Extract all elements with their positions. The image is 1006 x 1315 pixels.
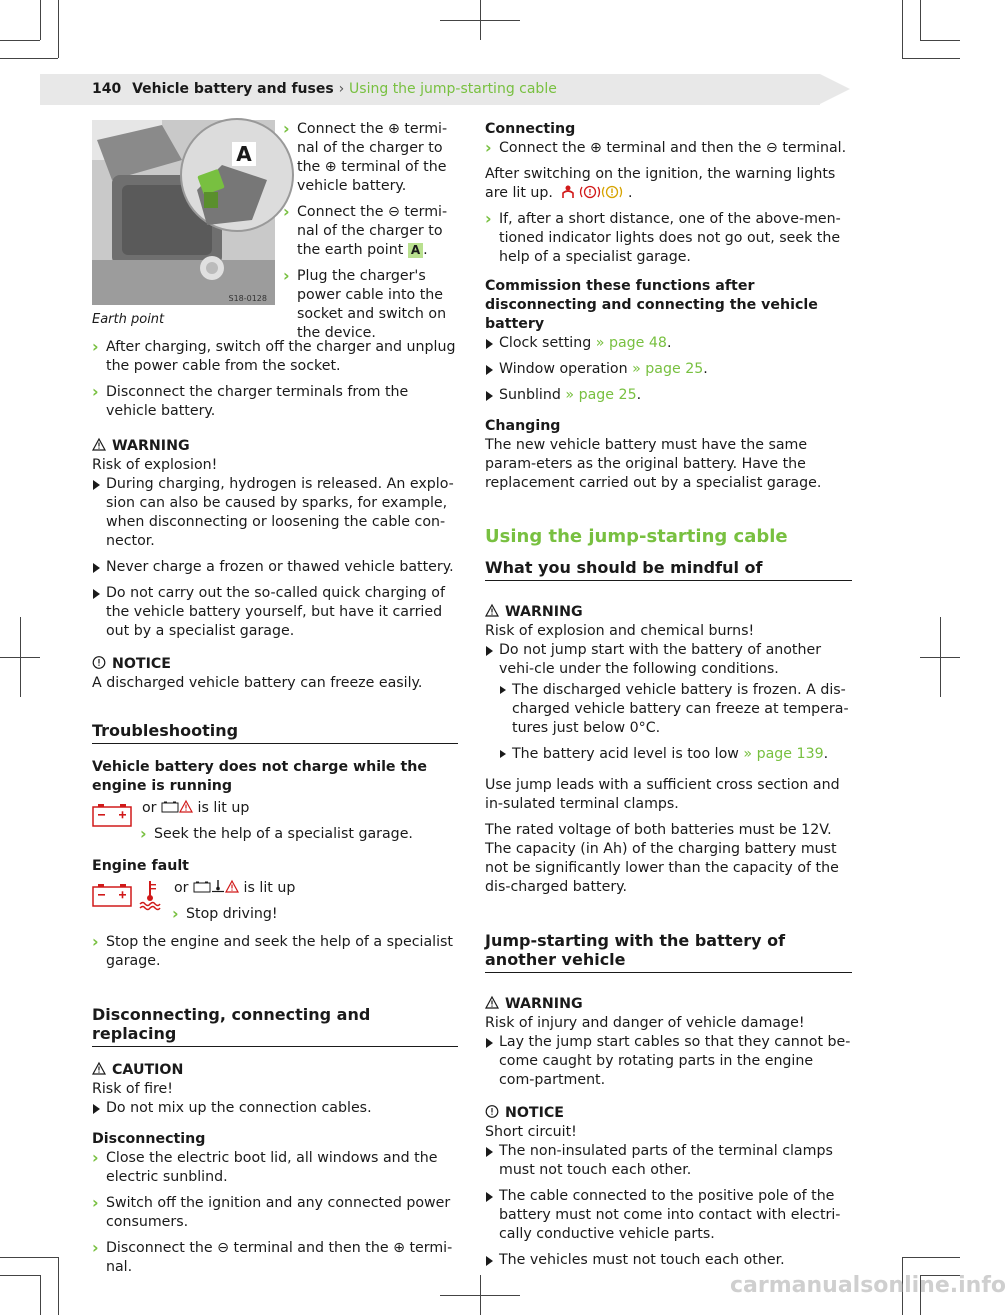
changing-text: The new vehicle battery must have the same param-eters as the original battery. Have the replacement carried out by a specialist garage. <box>485 437 822 491</box>
caution-box <box>92 1061 458 1118</box>
battery-small-icon <box>161 801 179 813</box>
dcr-heading: Disconnecting, connecting and replacing <box>92 1005 458 1047</box>
warning-small-icon <box>179 800 193 813</box>
crop-mark <box>902 1257 960 1258</box>
right-column <box>485 120 852 1277</box>
seatbelt-warning-icon <box>557 185 579 199</box>
crop-mark <box>940 617 941 697</box>
step-item: › Connect the ⊕ termi-nal of the charger to the ⊕ terminal of the vehicle battery. <box>283 120 457 196</box>
current-topic[interactable]: Using the jump-starting cable <box>349 81 557 97</box>
warning-item: Lay the jump start cables so that they cannot be-come caught by rotating parts in the engine com-partment. <box>485 1033 852 1090</box>
step-item: › Connect the ⊖ termi-nal of the charger to the earth point A . <box>283 203 457 260</box>
caution-item: Do not mix up the connection cables. <box>92 1099 458 1118</box>
warning-title: WARNING <box>112 438 190 454</box>
earth-point-ref[interactable]: A <box>408 243 423 258</box>
airbag-system-icon <box>601 185 623 199</box>
crop-mark <box>0 1257 58 1258</box>
notice-title: NOTICE <box>112 656 171 672</box>
battery-small-icon <box>193 881 211 893</box>
caution-triangle-icon <box>92 1062 106 1075</box>
step-item: › Connect the ⊕ terminal and then the ⊖ terminal. <box>485 139 852 158</box>
warning-lead: Risk of explosion! <box>92 457 218 473</box>
case2-title: Engine fault <box>92 858 189 874</box>
notice-item: The non-insulated parts of the terminal clamps must not touch each other. <box>485 1142 852 1180</box>
crop-mark <box>920 40 960 41</box>
warning-title: WARNING <box>505 604 583 620</box>
figure-code: S18-0128 <box>228 294 267 303</box>
page-link[interactable]: » page 139 <box>743 746 824 762</box>
notice-title: NOTICE <box>505 1105 564 1121</box>
crop-mark <box>480 1275 481 1315</box>
page-number: 140 <box>92 81 122 97</box>
notice-item: The cable connected to the positive pole of the battery must not come into contact with electri-cally conductive vehicle parts. <box>485 1187 852 1244</box>
lit-text: is lit up <box>243 880 296 896</box>
figure-steps <box>283 120 457 350</box>
crop-mark <box>40 1275 41 1315</box>
crop-mark <box>902 0 903 58</box>
step-item: › Stop driving! <box>172 905 446 924</box>
step-item: › If, after a short distance, one of the above-men-tioned indicator lights does not go out, seek the help of a specialist garage. <box>485 210 852 267</box>
watermark: carmanualsonline.info <box>730 1273 1006 1298</box>
step-item: › Seek the help of a specialist garage. <box>140 825 454 844</box>
warning-item: Never charge a frozen or thawed vehicle battery. <box>92 558 458 577</box>
changing-title: Changing <box>485 418 561 434</box>
crop-mark <box>902 58 960 59</box>
step-item: › Close the electric boot lid, all windows and the electric sunblind. <box>92 1149 458 1187</box>
battery-warning-icon <box>92 883 132 907</box>
warning-triangle-icon <box>485 996 499 1009</box>
disconnecting-title: Disconnecting <box>92 1131 206 1147</box>
warning-small-icon <box>225 880 239 893</box>
connecting-title: Connecting <box>485 121 576 137</box>
coolant-temperature-icon <box>138 879 162 909</box>
warning-subitem: The discharged vehicle battery is frozen. A dis-charged vehicle battery can freeze at tempera-tures just below 0°C. <box>499 681 852 738</box>
brake-warning-icon <box>579 185 601 199</box>
warning-item: Do not jump start with the battery of another vehi-cle under the following conditions. <box>485 641 852 679</box>
notice-text: A discharged vehicle battery can freeze easily. <box>92 675 423 691</box>
step-item: › Disconnect the charger terminals from the vehicle battery. <box>92 383 458 421</box>
crop-mark <box>920 0 921 40</box>
step-item: › Disconnect the ⊖ terminal and then the ⊕ termi-nal. <box>92 1239 458 1277</box>
or-text: or <box>142 800 157 816</box>
warning-triangle-icon <box>485 604 499 617</box>
caution-lead: Risk of fire! <box>92 1081 173 1097</box>
left-column <box>92 338 458 1284</box>
warning-box <box>485 995 852 1090</box>
voltage-text: The rated voltage of both batteries must be 12V. The capacity (in Ah) of the charging battery must not be significantly lower than the capacity of the dis-charged battery. <box>485 822 839 895</box>
engine-bay-illustration <box>92 120 275 305</box>
case1-block <box>92 799 458 851</box>
crop-mark <box>0 1275 40 1276</box>
notice-box <box>485 1104 852 1270</box>
step-item: › Stop the engine and seek the help of a specialist garage. <box>92 933 458 971</box>
warning-title: WARNING <box>505 996 583 1012</box>
step-item: › Plug the charger's power cable into the socket and switch on the device. <box>283 267 457 343</box>
crop-mark <box>20 617 21 697</box>
case2-block <box>92 879 458 927</box>
crop-mark <box>0 58 58 59</box>
notice-item: The vehicles must not touch each other. <box>485 1251 852 1270</box>
notice-icon <box>485 1105 499 1118</box>
troubleshooting-heading: Troubleshooting <box>92 721 458 744</box>
warning-subitem: The battery acid level is too low » page 139. <box>499 745 852 764</box>
after-ignition-text: After switching on the ignition, the warning lights are lit up. ! . <box>485 166 836 201</box>
commission-item: Clock setting » page 48. <box>485 334 852 353</box>
figure-caption: Earth point <box>92 312 165 327</box>
warning-box <box>92 437 458 641</box>
notice-icon <box>92 656 106 669</box>
commission-title: Commission these functions after disconnecting and connecting the vehicle battery <box>485 278 818 332</box>
crop-mark <box>40 0 41 40</box>
crop-mark <box>0 40 40 41</box>
step-item: › After charging, switch off the charger and unplug the power cable from the socket. <box>92 338 458 376</box>
breadcrumb-separator: › <box>338 81 345 97</box>
crop-mark <box>58 0 59 58</box>
page-link[interactable]: » page 25 <box>565 387 637 403</box>
page-link[interactable]: » page 25 <box>632 361 704 377</box>
caution-title: CAUTION <box>112 1062 184 1078</box>
case1-title: Vehicle battery does not charge while the engine is running <box>92 759 427 794</box>
warning-item: Do not carry out the so-called quick charging of the vehicle battery yourself, but have it carried out by a specialist garage. <box>92 584 458 641</box>
jump-starting-heading: Using the jump-starting cable <box>485 526 788 547</box>
battery-warning-icon <box>92 803 132 827</box>
figure-label-letter: A <box>236 142 252 166</box>
svg-text:!: ! <box>588 188 593 197</box>
commission-item: Window operation » page 25. <box>485 360 852 379</box>
warning-lead: Risk of explosion and chemical burns! <box>485 623 755 639</box>
or-text: or <box>174 880 189 896</box>
section-title[interactable]: Vehicle battery and fuses <box>132 81 334 97</box>
warning-box <box>485 603 852 764</box>
crop-mark <box>480 0 481 40</box>
step-item: › Switch off the ignition and any connected power consumers. <box>92 1194 458 1232</box>
lit-text: is lit up <box>197 800 250 816</box>
warning-lead: Risk of injury and danger of vehicle damage! <box>485 1015 805 1031</box>
warning-triangle-icon <box>92 438 106 451</box>
earth-point-photo <box>92 120 275 305</box>
commission-item: Sunblind » page 25. <box>485 386 852 405</box>
page-link[interactable]: » page 48 <box>595 335 667 351</box>
running-header-arrow <box>820 74 850 104</box>
warning-item: During charging, hydrogen is released. An explo-sion can also be caused by sparks, for example, when disconnecting or loosening the cable con-nector. <box>92 475 458 551</box>
another-vehicle-heading: Jump-starting with the battery of another vehicle <box>485 931 852 973</box>
crop-mark <box>58 1257 59 1315</box>
notice-lead: Short circuit! <box>485 1124 577 1140</box>
running-header <box>92 80 557 99</box>
coolant-small-icon <box>211 879 225 893</box>
leads-text: Use jump leads with a sufficient cross section and in-sulated terminal clamps. <box>485 777 840 812</box>
mindful-heading: What you should be mindful of <box>485 558 852 581</box>
notice-box <box>92 655 458 693</box>
